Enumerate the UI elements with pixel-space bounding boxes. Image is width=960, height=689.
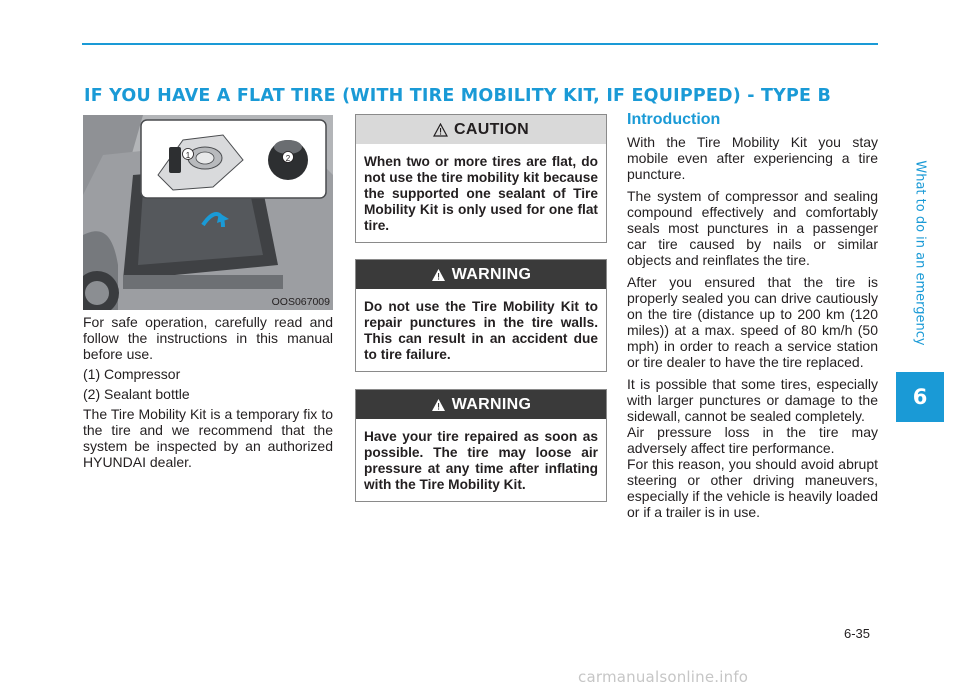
intro-paragraph-4: It is possible that some tires, especially with larger punctures or damage to the sidewall, cannot be sealed completely. <box>627 376 878 424</box>
figure-illustration <box>83 115 333 310</box>
warning-text-2: Have your tire repaired as soon as possible. The tire may loose air pressure at any time after inflating with the Tire Mobility Kit. <box>364 429 598 492</box>
section-label-text: What to do in an emergency <box>912 160 928 346</box>
safety-intro-text: For safe operation, carefully read and follow the instructions in this manual before use. <box>83 314 333 362</box>
intro-paragraph-6: For this reason, you should avoid abrupt steering or other driving maneuvers, especially if the vehicle is heavily loaded or if a trailer is in use. <box>627 456 878 520</box>
intro-paragraph-3: After you ensured that the tire is properly sealed you can drive cautiously on the tire (distance up to 200 km (120 miles)) at a max. speed of 80 km/h (50 mph) in order to reach a service station or tire dealer to have the tire replaced. <box>627 274 878 370</box>
caution-header <box>356 115 606 144</box>
watermark: carmanualsonline.info <box>578 668 749 686</box>
page-title: IF YOU HAVE A FLAT TIRE (WITH TIRE MOBILITY KIT, IF EQUIPPED) - TYPE B <box>84 86 832 106</box>
intro-paragraph-5: Air pressure loss in the tire may adversely affect tire performance. <box>627 424 878 456</box>
top-rule <box>82 43 878 45</box>
warning-box-1 <box>355 259 607 372</box>
caution-label: CAUTION <box>454 120 529 138</box>
warning-header-1 <box>356 260 606 289</box>
caution-text: When two or more tires are flat, do not use the tire mobility kit because the supported one sealant of Tire Mobility Kit is only used for one flat tire. <box>364 154 598 233</box>
warning-triangle-icon <box>431 398 446 412</box>
caution-triangle-icon <box>433 123 448 137</box>
warning-header-2 <box>356 390 606 419</box>
warning-label-2: WARNING <box>451 395 532 413</box>
left-column <box>83 314 333 474</box>
introduction-section <box>627 112 878 526</box>
component-item-1: (1) Compressor <box>83 366 181 382</box>
warning-triangle-icon <box>431 268 446 282</box>
chapter-tab: 6 <box>896 372 944 422</box>
caution-box <box>355 114 607 243</box>
page-number: 6-35 <box>844 626 871 641</box>
intro-paragraph-2: The system of compressor and sealing compound effectively and comfortably seals most punctures in a passenger car tire caused by nails or similar objects and reinflates the tire. <box>627 188 878 268</box>
warning-label-1: WARNING <box>451 265 532 283</box>
callout-2: 2 <box>285 154 291 163</box>
intro-paragraph-1: With the Tire Mobility Kit you stay mobile even after experiencing a tire puncture. <box>627 134 878 182</box>
figure-code: OOS067009 <box>271 296 330 308</box>
introduction-heading: Introduction <box>627 111 721 128</box>
warning-text-1: Do not use the Tire Mobility Kit to repair punctures in the tire walls. This can result in an accident due to tire failure. <box>364 299 598 362</box>
callout-1: 1 <box>185 151 191 160</box>
warning-box-2 <box>355 389 607 502</box>
component-item-2: (2) Sealant bottle <box>83 386 190 402</box>
tire-mobility-kit-figure <box>83 115 333 310</box>
dealer-note-text: The Tire Mobility Kit is a temporary fix to the tire and we recommend that the system be inspected by an authorized HYUNDAI dealer. <box>83 406 333 470</box>
